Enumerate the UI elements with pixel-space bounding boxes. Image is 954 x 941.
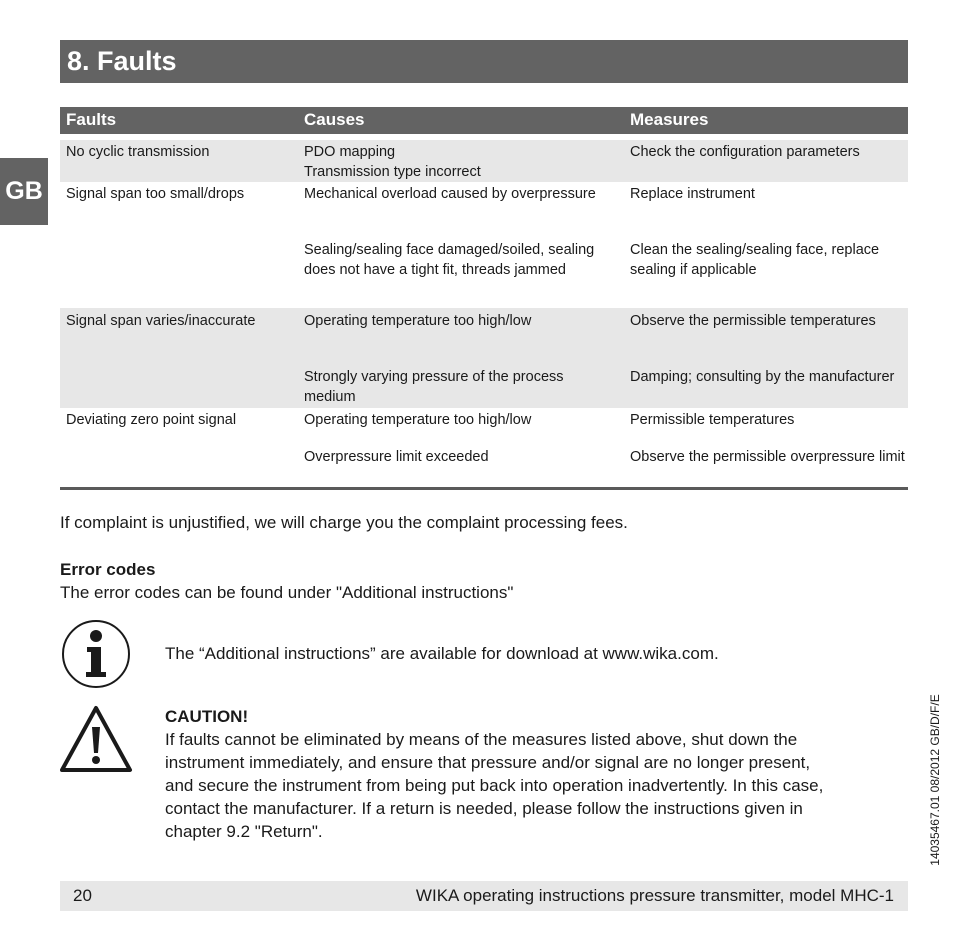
info-icon [61, 619, 131, 694]
measure-cell: Check the configuration parameters [630, 144, 860, 160]
fault-cell: Signal span varies/inaccurate [66, 313, 256, 329]
caution-line: contact the manufacturer. If a return is needed, please follow the instructions given in [165, 799, 803, 818]
complaint-note: If complaint is unjustified, we will charge you the complaint processing fees. [60, 513, 628, 532]
cause-cell: Operating temperature too high/low [304, 313, 532, 329]
table-row [60, 182, 908, 308]
page-number: 20 [73, 886, 92, 905]
warning-icon [59, 705, 133, 778]
measure-cell: Observe the permissible overpressure limit [630, 449, 905, 465]
error-codes-text: The error codes can be found under "Additional instructions" [60, 583, 514, 602]
page-footer [60, 881, 908, 911]
cause-cell: Operating temperature too high/low [304, 412, 532, 428]
table-row [60, 408, 908, 487]
caution-heading: CAUTION! [165, 707, 249, 726]
info-note: The “Additional instructions” are available for download at www.wika.com. [165, 644, 719, 663]
header-measures: Measures [630, 110, 709, 129]
caution-line: instrument immediately, and ensure that pressure and/or signal are no longer present, [165, 753, 811, 772]
measure-cell: Damping; consulting by the manufacturer [630, 369, 895, 385]
document-code-text: 14035467.01 08/2012 GB/D/F/E [928, 694, 942, 866]
cause-cell: PDO mapping Transmission type incorrect [304, 144, 481, 180]
fault-cell: Signal span too small/drops [66, 186, 245, 202]
measure-cell: Clean the sealing/sealing face, replace sealing if applicable [630, 242, 880, 278]
cause-cell: Overpressure limit exceeded [304, 449, 489, 465]
measure-cell: Replace instrument [630, 186, 755, 202]
table-row [60, 308, 908, 408]
table-row [60, 140, 908, 182]
measure-cell: Permissible temperatures [630, 412, 795, 428]
cause-cell: Sealing/sealing face damaged/soiled, sealing does not have a tight fit, threads jammed [304, 242, 595, 278]
header-causes: Causes [304, 110, 365, 129]
error-codes-heading: Error codes [60, 560, 156, 579]
caution-line: chapter 9.2 "Return". [165, 822, 323, 841]
language-tab: GB [0, 158, 48, 225]
cause-cell: Strongly varying pressure of the process medium [304, 369, 564, 405]
caution-line: and secure the instrument from being put back into operation inadvertently. In this case, [165, 776, 824, 795]
fault-cell: Deviating zero point signal [66, 412, 237, 428]
table-bottom-rule [60, 487, 908, 490]
caution-line: If faults cannot be eliminated by means of the measures listed above, shut down the [165, 730, 798, 749]
cause-cell: Mechanical overload caused by overpressure [304, 186, 596, 202]
footer-title: WIKA operating instructions pressure transmitter, model MHC-1 [415, 886, 894, 905]
measure-cell: Observe the permissible temperatures [630, 313, 876, 329]
fault-cell: No cyclic transmission [66, 144, 210, 160]
header-faults: Faults [66, 110, 117, 129]
section-title: 8. Faults [60, 40, 908, 83]
faults-table-header [60, 107, 908, 134]
